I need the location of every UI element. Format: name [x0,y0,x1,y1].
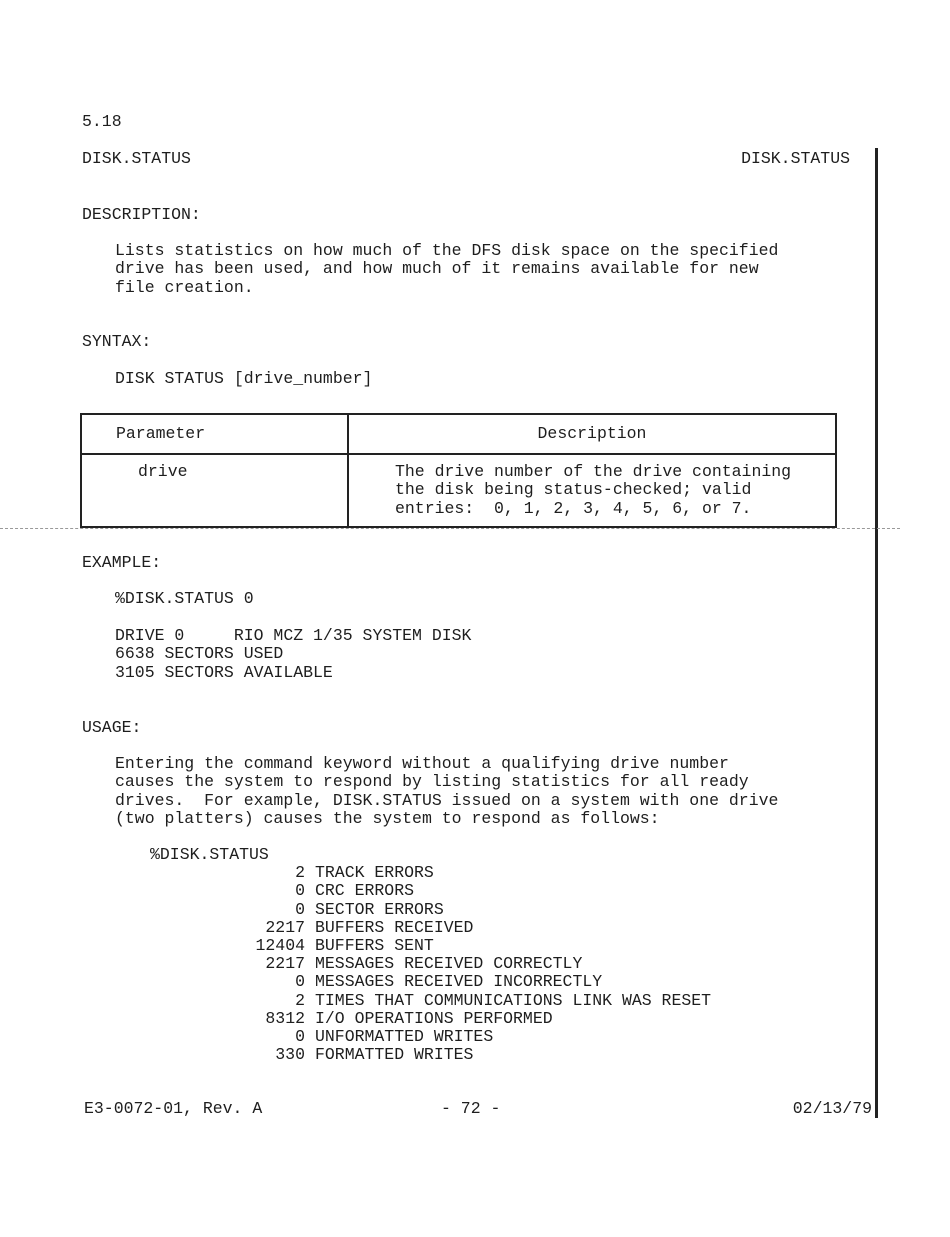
stat-label: TIMES THAT COMMUNICATIONS LINK WAS RESET [315,990,712,1010]
parameter-description-line: the disk being status-checked; valid [395,480,752,500]
example-output-line: 3105 SECTORS AVAILABLE [115,662,333,682]
stat-label: CRC ERRORS [315,881,415,901]
stat-value: 0 [295,881,305,901]
example-output-line: DRIVE 0 RIO MCZ 1/35 SYSTEM DISK [115,626,472,645]
description-heading: DESCRIPTION: [82,205,201,224]
example-heading: EXAMPLE: [82,553,162,572]
table-header-parameter: Parameter [81,414,348,454]
stat-label: BUFFERS RECEIVED [315,917,474,937]
table-header-row [81,414,836,454]
stat-value: 330 [275,1045,305,1065]
stat-row [150,882,711,900]
command-title-left: DISK.STATUS [82,149,191,168]
usage-line: Entering the command keyword without a qualifying drive number [115,754,729,773]
usage-line: drives. For example, DISK.STATUS issued on a system with one drive [115,790,779,810]
example-output-line: 6638 SECTORS USED [115,644,284,664]
stat-label: SECTOR ERRORS [315,899,444,919]
example-command: %DISK.STATUS 0 [115,589,254,608]
footer-page-number: - 72 - [441,1099,501,1118]
parameter-table [80,413,837,528]
stat-row [150,1028,711,1046]
parameter-name: drive [81,454,348,527]
usage-heading: USAGE: [82,718,142,737]
stat-row [150,937,711,955]
stat-label: MESSAGES RECEIVED CORRECTLY [315,954,583,974]
description-line: Lists statistics on how much of the DFS disk space on the specified [115,241,779,260]
stat-row [150,992,711,1010]
stat-value: 2217 [265,954,305,974]
syntax-command: DISK STATUS [drive_number] [115,369,373,388]
stat-row [150,1046,711,1064]
stat-row [150,919,711,937]
stat-value: 8312 [265,1008,305,1028]
stat-value: 2 [295,990,305,1010]
stat-value: 2 [295,863,305,883]
parameter-description-line: entries: 0, 1, 2, 3, 4, 5, 6, or 7. [395,498,752,518]
description-line: file creation. [115,277,254,297]
stat-row [150,864,711,882]
stat-value: 2217 [265,917,305,937]
status-output [150,846,711,1064]
stat-row [150,973,711,991]
syntax-heading: SYNTAX: [82,332,152,351]
change-bar [875,148,878,1118]
stat-label: TRACK ERRORS [315,863,434,883]
stat-row [150,901,711,919]
parameter-description-line: The drive number of the drive containing [395,462,792,481]
description-line: drive has been used, and how much of it remains available for new [115,259,759,279]
stat-label: UNFORMATTED WRITES [315,1026,494,1046]
footer-doc-id: E3-0072-01, Rev. A [84,1099,263,1118]
stat-row [150,1010,711,1028]
stat-value: 0 [295,972,305,992]
stat-label: BUFFERS SENT [315,935,434,955]
table-header-description: Description [348,414,836,454]
status-stats-list [150,864,711,1064]
stat-value: 0 [295,899,305,919]
usage-line: (two platters) causes the system to respond as follows: [115,809,660,829]
usage-line: causes the system to respond by listing statistics for all ready [115,772,749,792]
stat-value: 0 [295,1026,305,1046]
section-number: 5.18 [82,112,122,131]
usage-command: %DISK.STATUS [150,845,269,864]
table-row [81,454,836,527]
parameter-description [348,454,836,527]
stat-label: I/O OPERATIONS PERFORMED [315,1008,553,1028]
command-title-right: DISK.STATUS [741,149,850,168]
footer-date: 02/13/79 [792,1099,872,1118]
stat-label: FORMATTED WRITES [315,1045,474,1065]
stat-value: 12404 [255,935,305,955]
stat-row [150,955,711,973]
stat-label: MESSAGES RECEIVED INCORRECTLY [315,972,603,992]
